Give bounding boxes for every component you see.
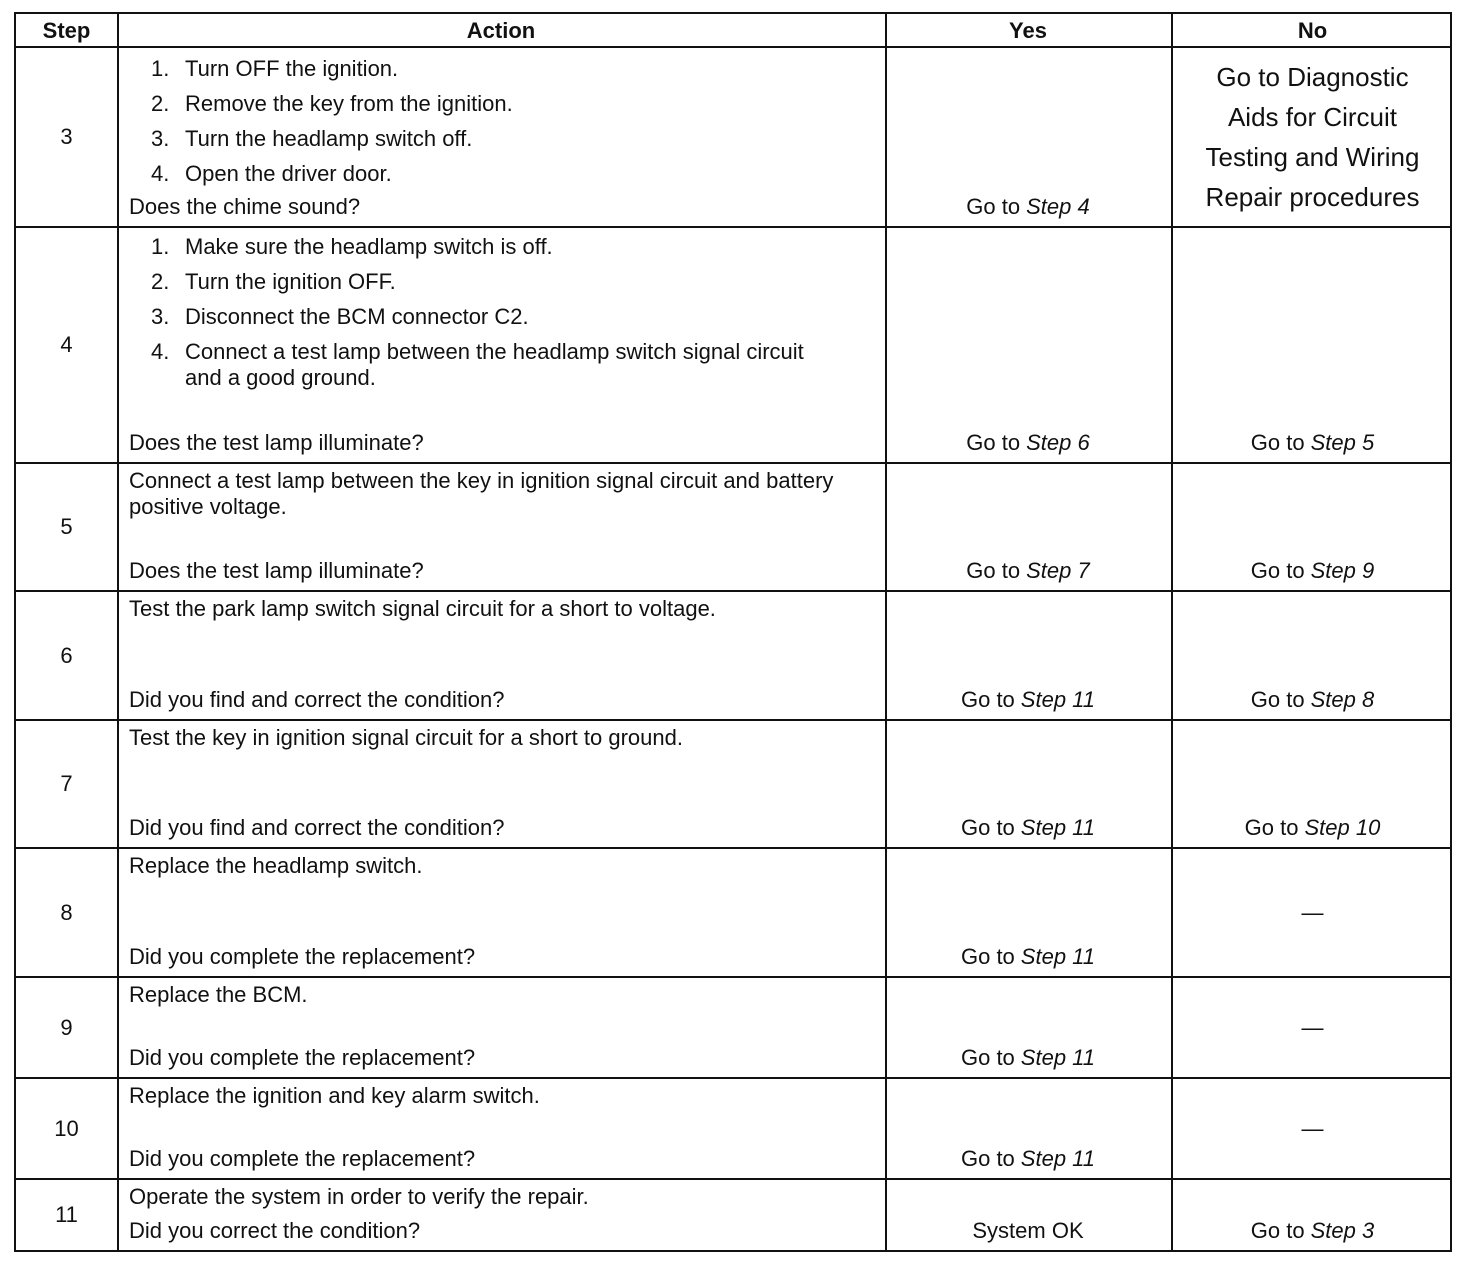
action-question: Does the test lamp illuminate? — [129, 558, 424, 583]
no-cell-dash: — — [1301, 899, 1324, 925]
step-link[interactable]: Step 10 — [1304, 815, 1381, 840]
action-text: Connect a test lamp between the key in ignition signal circuit and battery positive voltage. — [129, 468, 834, 519]
action-text: Operate the system in order to verify the repair. — [129, 1184, 589, 1209]
action-cell — [117, 48, 885, 226]
action-question: Did you find and correct the condition? — [129, 687, 505, 712]
list-item: 4. Connect a test lamp between the headlamp switch signal circuit and a good ground. — [151, 339, 804, 390]
no-cell: Go to Step 9 — [1250, 558, 1375, 583]
action-text: Replace the BCM. — [129, 982, 308, 1007]
action-cell — [117, 592, 885, 719]
action-cell — [117, 228, 885, 462]
diagnostic-table — [14, 12, 1452, 1252]
step-link[interactable]: Step 4 — [1026, 194, 1090, 219]
step-link[interactable]: Step 8 — [1310, 687, 1375, 712]
list-item: 4. Open the driver door. — [151, 161, 392, 186]
step-link[interactable]: Step 11 — [1020, 944, 1096, 969]
no-cell: Go to Step 10 — [1244, 815, 1381, 840]
list-item: 3. Turn the headlamp switch off. — [151, 126, 473, 151]
action-text: Test the key in ignition signal circuit for a short to ground. — [129, 725, 683, 750]
no-cell: Go to Step 3 — [1250, 1218, 1375, 1243]
action-cell — [117, 978, 885, 1077]
action-cell — [117, 721, 885, 847]
action-question: Does the test lamp illuminate? — [129, 430, 424, 455]
yes-cell: Go to Step 11 — [960, 1146, 1096, 1171]
no-cell: Go to Step 8 — [1250, 687, 1375, 712]
no-text-line: Go to Diagnostic — [1216, 62, 1409, 92]
action-question: Did you find and correct the condition? — [129, 815, 505, 840]
yes-cell: Go to Step 6 — [966, 430, 1090, 455]
step-number: 3 — [60, 124, 73, 149]
action-cell — [117, 849, 885, 976]
no-text-line: Aids for Circuit — [1227, 102, 1398, 132]
step-number: 4 — [60, 332, 73, 357]
header-step: Step — [42, 18, 91, 43]
step-link[interactable]: Step 11 — [1020, 687, 1096, 712]
list-item: 2. Turn the ignition OFF. — [151, 269, 396, 294]
action-cell — [117, 1180, 885, 1250]
list-item: 1. Make sure the headlamp switch is off. — [151, 234, 553, 259]
action-text: Test the park lamp switch signal circuit for a short to voltage. — [129, 596, 716, 621]
step-link[interactable]: Step 9 — [1310, 558, 1375, 583]
step-number: 9 — [60, 1014, 73, 1040]
no-cell — [1171, 48, 1454, 226]
step-link[interactable]: Step 7 — [1026, 558, 1090, 583]
step-link[interactable]: Step 11 — [1020, 1045, 1096, 1070]
yes-cell: Go to Step 11 — [960, 1045, 1096, 1070]
no-text-line: Repair procedures — [1205, 182, 1420, 212]
no-cell: Go to Step 5 — [1250, 430, 1375, 455]
step-number: 8 — [60, 899, 73, 925]
step-number: 7 — [60, 771, 73, 796]
step-link[interactable]: Step 11 — [1020, 815, 1096, 840]
action-cell — [117, 1079, 885, 1178]
yes-cell: Go to Step 4 — [966, 194, 1090, 219]
step-number: 5 — [60, 514, 73, 539]
yes-cell: Go to Step 11 — [960, 944, 1096, 969]
action-text: Replace the headlamp switch. — [129, 853, 423, 878]
list-item: 1. Turn OFF the ignition. — [151, 56, 399, 81]
action-text: Replace the ignition and key alarm switch. — [129, 1083, 540, 1108]
system-ok-text: System OK — [972, 1218, 1084, 1243]
step-link[interactable]: Step 3 — [1310, 1218, 1375, 1243]
action-question: Does the chime sound? — [129, 194, 361, 219]
list-item: 2. Remove the key from the ignition. — [151, 91, 513, 116]
yes-cell: Go to Step 11 — [960, 815, 1096, 840]
yes-cell: Go to Step 7 — [966, 558, 1090, 583]
step-link[interactable]: Step 5 — [1310, 430, 1375, 455]
step-link[interactable]: Step 11 — [1020, 1146, 1096, 1171]
no-text-line: Testing and Wiring — [1205, 142, 1420, 172]
step-number: 6 — [60, 642, 73, 668]
step-number: 10 — [54, 1115, 79, 1141]
step-number: 11 — [55, 1202, 78, 1227]
no-cell-dash: — — [1301, 1115, 1324, 1141]
action-question: Did you complete the replacement? — [129, 1045, 476, 1070]
yes-cell: Go to Step 11 — [960, 687, 1096, 712]
header-yes: Yes — [1009, 18, 1047, 43]
header-action: Action — [466, 18, 536, 43]
action-cell — [117, 464, 885, 590]
action-question: Did you complete the replacement? — [129, 944, 476, 969]
header-no: No — [1297, 18, 1328, 43]
yes-cell — [885, 1180, 1171, 1250]
step-link[interactable]: Step 6 — [1026, 430, 1090, 455]
action-question: Did you complete the replacement? — [129, 1146, 476, 1171]
no-cell-dash: — — [1301, 1014, 1324, 1040]
list-item: 3. Disconnect the BCM connector C2. — [151, 304, 529, 329]
action-question: Did you correct the condition? — [129, 1218, 421, 1243]
